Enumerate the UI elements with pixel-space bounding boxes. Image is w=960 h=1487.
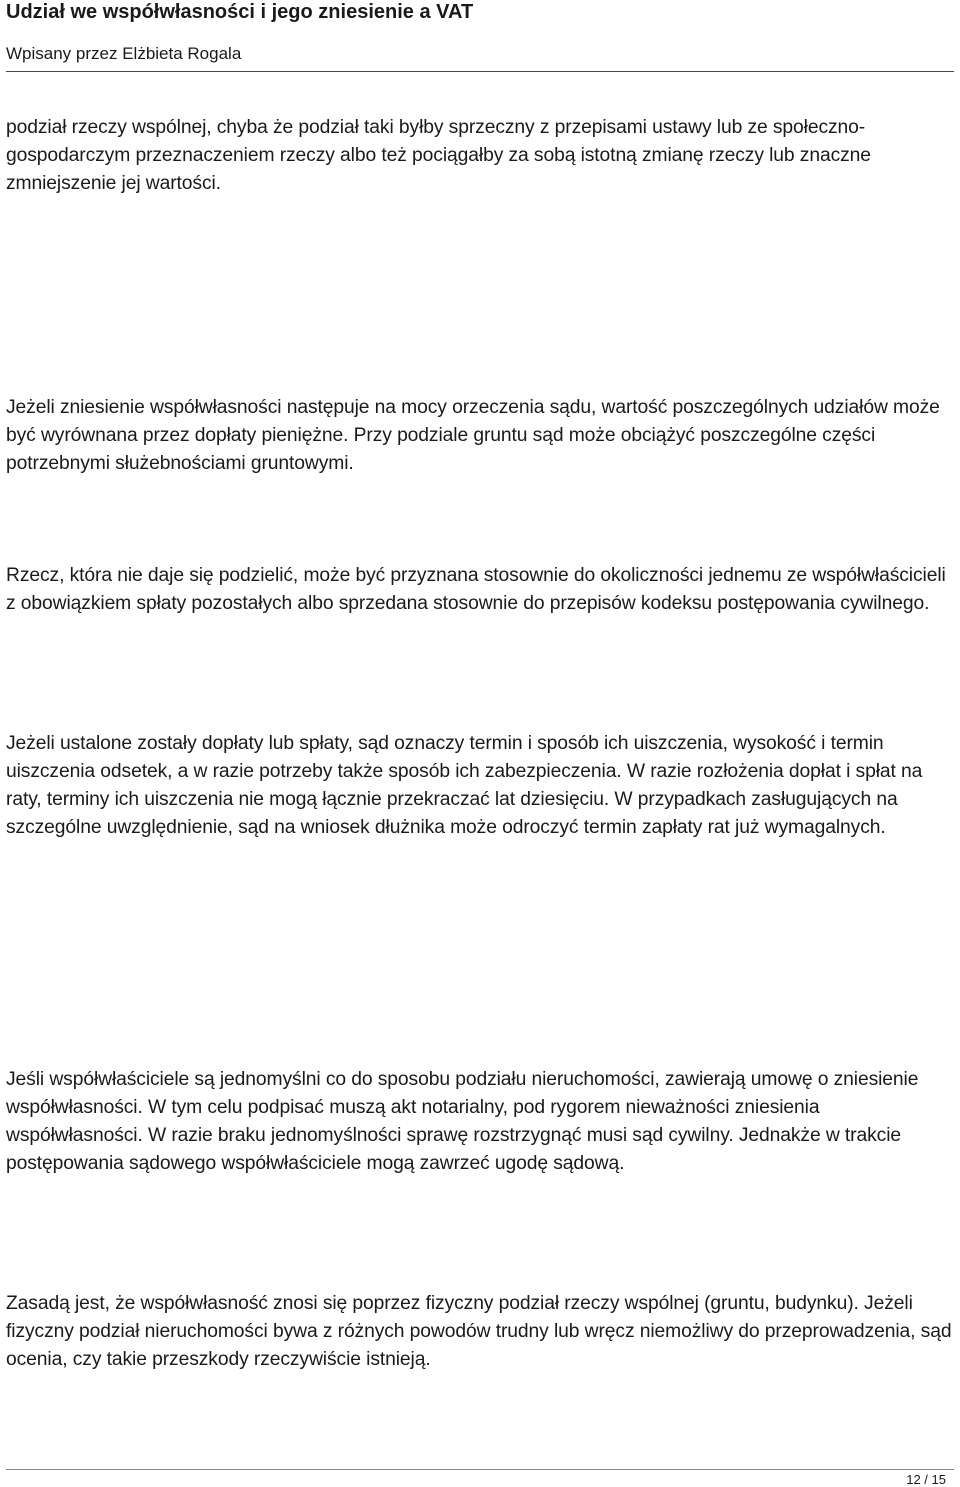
document-title: Udział we współwłasności i jego zniesienie a VAT [6,1,474,23]
paragraph: Zasadą jest, że współwłasność znosi się poprzez fizyczny podział rzeczy wspólnej (gruntu, budynku). Jeżeli fizyczny podział nieruchomości bywa z różnych powodów trudny lub wręcz niemożliwy do przeprowadzenia, sąd ocenia, czy takie przeszkody rzeczywiście istnieją. [6,1293,952,1370]
page-number: 12 / 15 [906,1472,946,1487]
paragraph: Rzecz, która nie daje się podzielić, może być przyznana stosownie do okoliczności jednemu ze współwłaścicieli z obowiązkiem spłaty pozostałych albo sprzedana stosownie do przepisów kodeksu postępowania cywilnego. [6,565,946,614]
paragraph: Jeżeli zniesienie współwłasności następuje na mocy orzeczenia sądu, wartość poszczególnych udziałów może być wyrównana przez dopłaty pieniężne. Przy podziale gruntu sąd może obciążyć poszczególne części potrzebnymi służebnościami gruntowymi. [6,397,940,474]
footer-divider [6,1469,954,1470]
paragraph: Jeśli współwłaściciele są jednomyślni co do sposobu podziału nieruchomości, zawierają umowę o zniesienie współwłasności. W tym celu podpisać muszą akt notarialny, pod rygorem nieważności zniesienia współwłasności. W razie braku jednomyślności sprawę rozstrzygnąć musi sąd cywilny. Jednakże w trakcie postępowania sądowego współwłaściciele mogą zawrzeć ugodę sądową. [6,1069,919,1174]
paragraph: podział rzeczy wspólnej, chyba że podział taki byłby sprzeczny z przepisami ustawy lub ze społeczno-gospodarczym przeznaczeniem rzeczy albo też pociągałby za sobą istotną zmianę rzeczy lub znaczne zmniejszenie jej wartości. [6,117,871,194]
document-author: Wpisany przez Elżbieta Rogala [6,44,242,63]
header-divider [6,71,954,72]
paragraph: Jeżeli ustalone zostały dopłaty lub spłaty, sąd oznaczy termin i sposób ich uiszczenia, wysokość i termin uiszczenia odsetek, a w razie potrzeby także sposób ich zabezpieczenia. W razie rozłożenia dopłat i spłat na raty, terminy ich uiszczenia nie mogą łącznie przekraczać lat dziesięciu. W przypadkach zasługujących na szczególne uwzględnienie, sąd na wniosek dłużnika może odroczyć termin zapłaty rat już wymagalnych. [6,733,923,838]
